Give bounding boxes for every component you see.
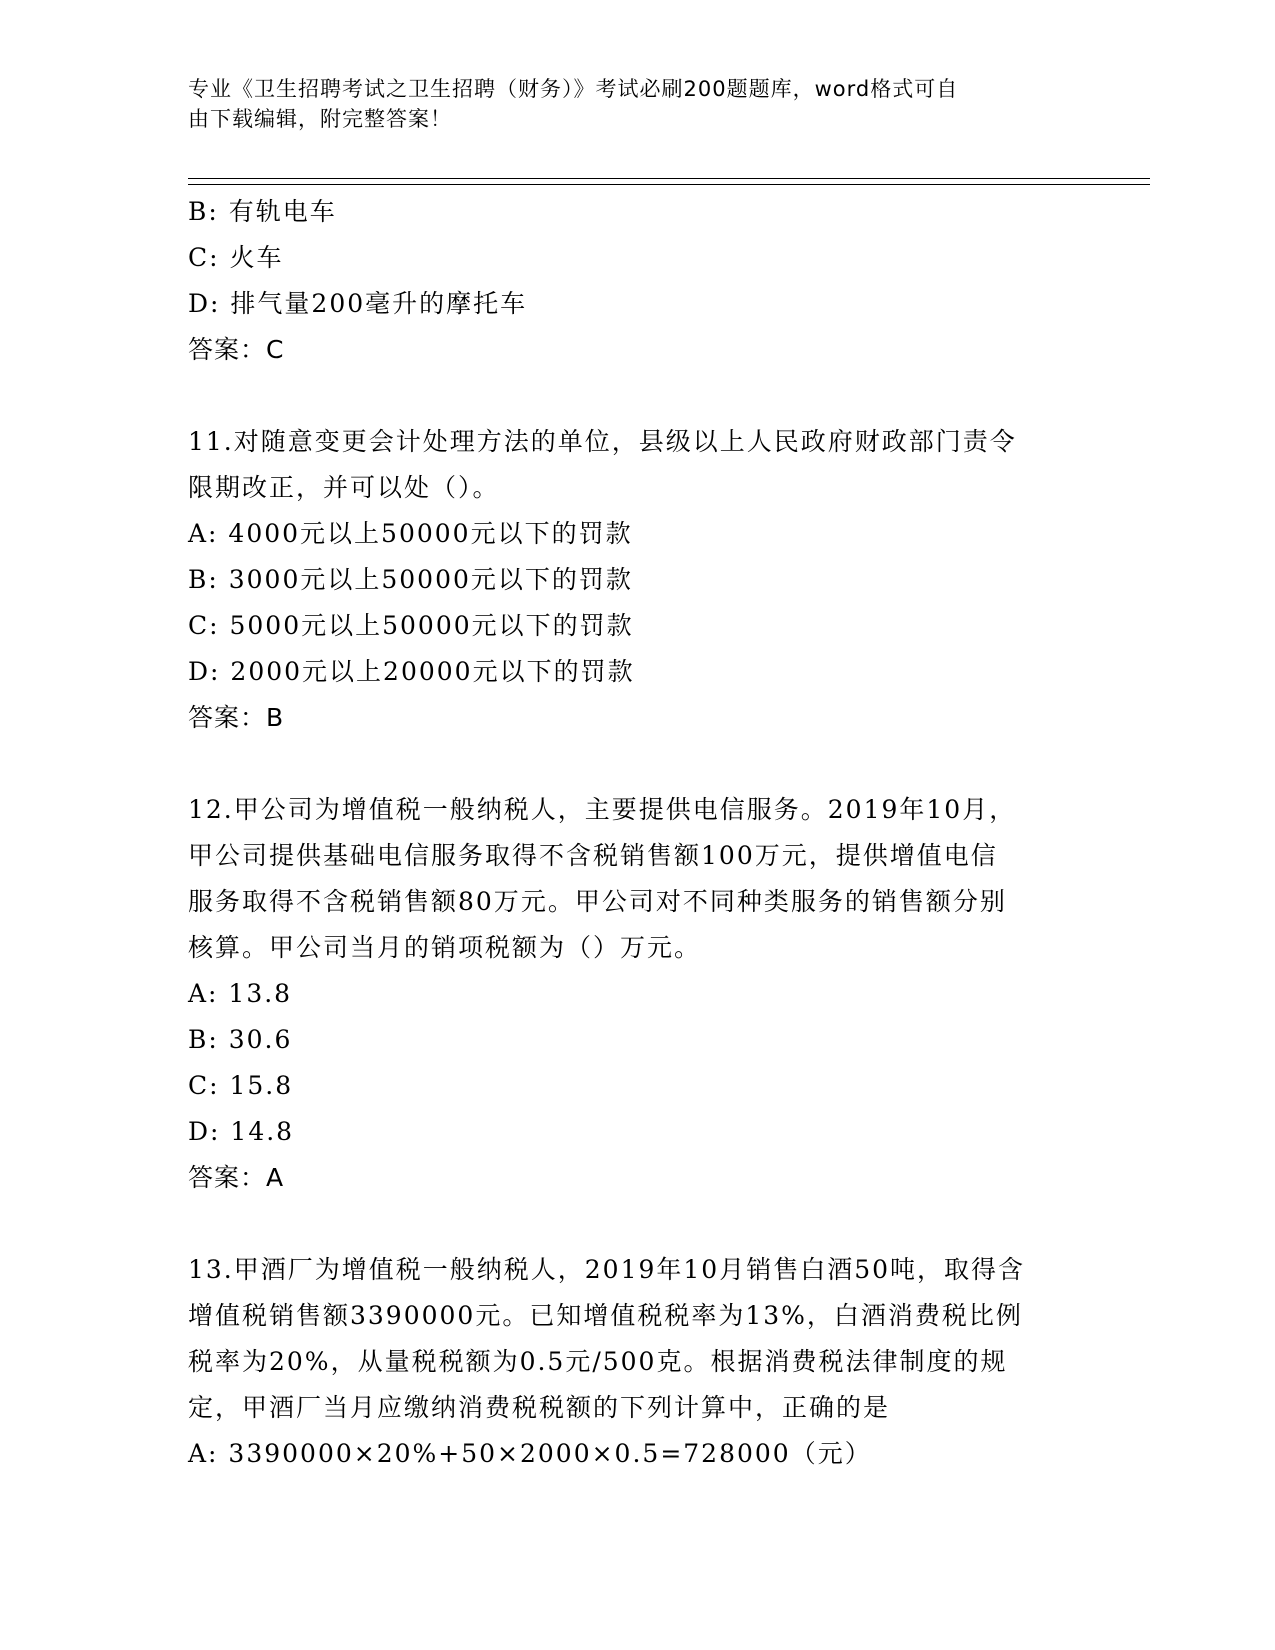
header-rule-top (188, 178, 1150, 179)
question-stem-line: 12.甲公司为增值税一般纳税人，主要提供电信服务。2019年10月， (188, 795, 1017, 824)
question-stem-line: 甲公司提供基础电信服务取得不含税销售额100万元，提供增值电信 (188, 841, 998, 870)
question-list (188, 189, 1088, 1477)
option-c: C: 15.8 (188, 1071, 294, 1100)
question-stem-line: 11.对随意变更会计处理方法的单位，县级以上人民政府财政部门责令 (188, 427, 1017, 456)
header-rule-bottom (188, 184, 1150, 185)
question-12 (188, 787, 1088, 1201)
option-c: C: 5000元以上50000元以下的罚款 (188, 611, 634, 640)
question-stem-line: 核算。甲公司当月的销项税额为（）万元。 (188, 933, 702, 962)
option-a: A: 3390000×20%+50×2000×0.5=728000（元） (188, 1439, 872, 1468)
answer-label: 答案：B (188, 703, 285, 732)
document-header (188, 74, 1068, 134)
question-stem-line: 税率为20%，从量税税额为0.5元/500克。根据消费税法律制度的规 (188, 1347, 1008, 1376)
question-10 (188, 189, 1088, 373)
question-13 (188, 1247, 1088, 1477)
option-d: D: 排气量200毫升的摩托车 (188, 289, 528, 318)
option-d: D: 2000元以上20000元以下的罚款 (188, 657, 635, 686)
header-line-1: 专业《卫生招聘考试之卫生招聘（财务）》考试必刷200题题库，word格式可自 (188, 77, 959, 101)
header-line-2: 由下载编辑，附完整答案！ (188, 107, 452, 131)
answer-label: 答案：C (188, 335, 285, 364)
question-11 (188, 419, 1088, 741)
option-a: A: 4000元以上50000元以下的罚款 (188, 519, 633, 548)
question-stem-line: 定，甲酒厂当月应缴纳消费税税额的下列计算中，正确的是 (188, 1393, 891, 1422)
answer-label: 答案：A (188, 1163, 285, 1192)
option-b: B: 有轨电车 (188, 197, 337, 226)
question-stem-line: 服务取得不含税销售额80万元。甲公司对不同种类服务的销售额分别 (188, 887, 1007, 916)
option-c: C: 火车 (188, 243, 284, 272)
option-a: A: 13.8 (188, 979, 293, 1008)
question-stem-line: 限期改正，并可以处（）。 (188, 473, 500, 502)
question-stem-line: 增值税销售额3390000元。已知增值税税率为13%，白酒消费税比例 (188, 1301, 1023, 1330)
option-b: B: 3000元以上50000元以下的罚款 (188, 565, 633, 594)
option-b: B: 30.6 (188, 1025, 293, 1054)
option-d: D: 14.8 (188, 1117, 295, 1146)
question-stem-line: 13.甲酒厂为增值税一般纳税人，2019年10月销售白酒50吨，取得含 (188, 1255, 1026, 1284)
